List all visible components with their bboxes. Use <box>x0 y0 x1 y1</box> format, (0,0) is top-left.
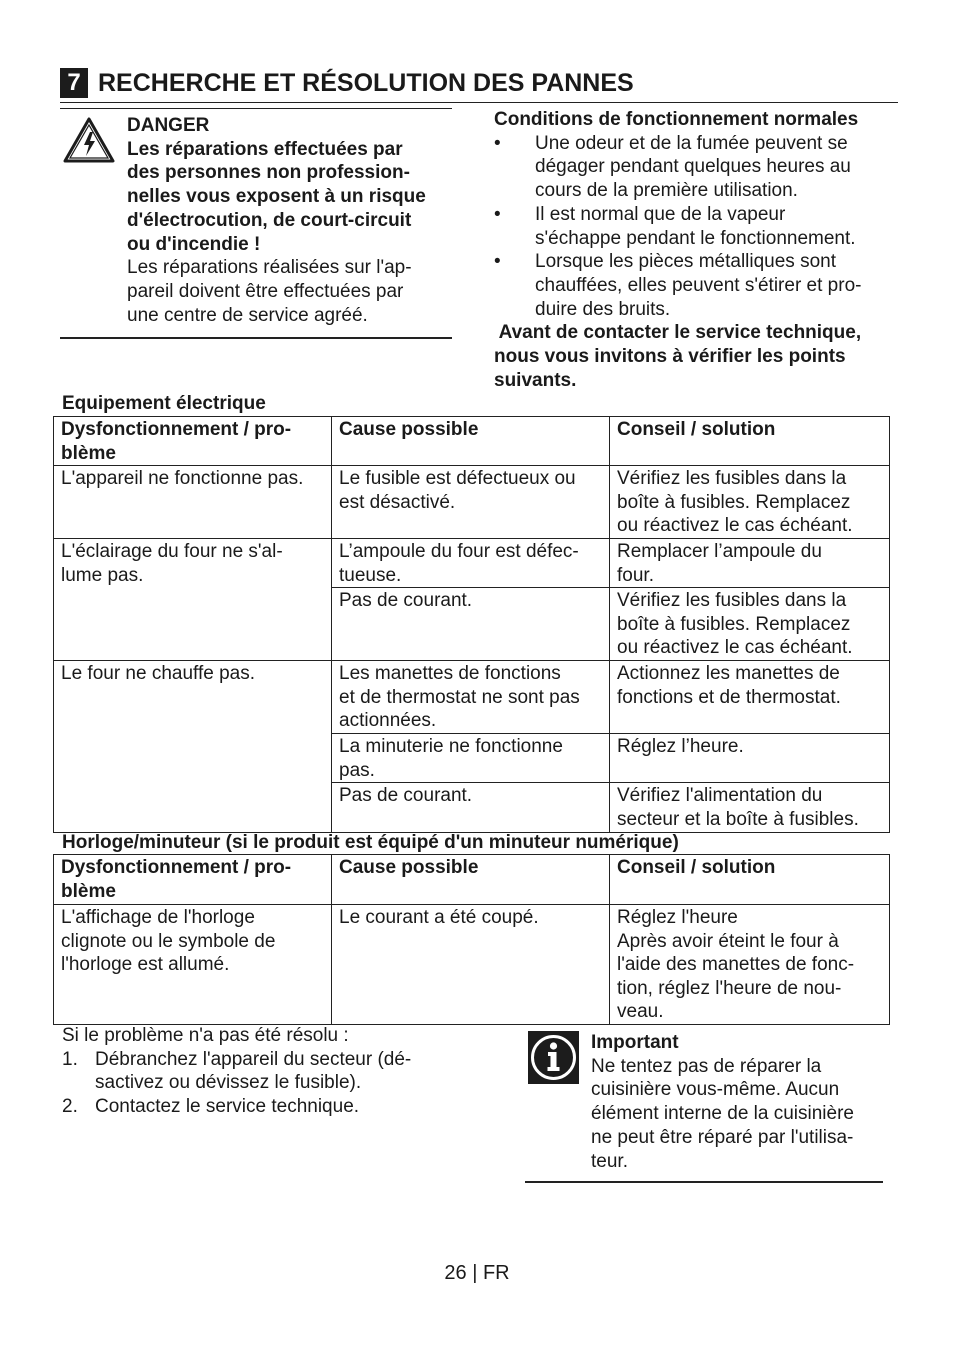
important-line: teur. <box>591 1150 628 1172</box>
list-item <box>62 1048 482 1095</box>
important-line: cuisinière vous-même. Aucun <box>591 1079 840 1101</box>
section-header <box>60 64 898 103</box>
solution-cell <box>610 661 890 734</box>
cause-cell <box>332 539 610 588</box>
table-row <box>54 661 890 734</box>
solution-cell <box>610 466 890 539</box>
header-line: blème <box>61 880 116 902</box>
conditions-line: s'échappe pendant le fonctionnement. <box>535 227 856 249</box>
cell-line: actionnées. <box>339 710 437 731</box>
check-note-line: Avant de contacter le service technique, <box>494 322 862 344</box>
cell-line: l'horloge est allumé. <box>61 954 230 975</box>
cell-line: L’ampoule du four est défec- <box>339 541 579 562</box>
warning-triangle-icon <box>62 116 116 164</box>
cell-line: Réglez l'heure <box>617 907 738 928</box>
header-line: blème <box>61 442 116 464</box>
cell-line: fonctions et de thermostat. <box>617 686 841 708</box>
cell-line: four. <box>617 564 654 586</box>
cell-line: L'affichage de l'horloge <box>61 907 255 928</box>
cell-line: Le courant a été coupé. <box>339 907 539 928</box>
problem-cell <box>54 661 332 833</box>
steps-list <box>62 1048 482 1119</box>
danger-line: une centre de service agréé. <box>127 304 368 326</box>
cell-line: et de thermostat ne sont pas <box>339 686 580 708</box>
cell-line: L'éclairage du four ne s'al- <box>61 541 283 562</box>
header-line: Conseil / solution <box>617 857 776 878</box>
conditions-item <box>494 203 894 250</box>
header-line: Conseil / solution <box>617 419 776 440</box>
cell-line: Le four ne chauffe pas. <box>61 663 256 684</box>
cell-line: ou réactivez le cas échéant. <box>617 637 853 658</box>
cell-line: l'aide des manettes de fonc- <box>617 954 855 975</box>
header-solution <box>610 417 890 466</box>
conditions-title: Conditions de fonctionnement normales <box>494 109 859 130</box>
section-number: 7 <box>60 68 88 98</box>
table-row <box>54 539 890 588</box>
cell-line: Vérifiez les fusibles dans la <box>617 468 847 489</box>
cell-line: Remplacer l’ampoule du <box>617 541 822 562</box>
problem-cell <box>54 466 332 539</box>
check-note-line: nous vous invitons à vérifier les points <box>494 346 846 368</box>
table-header-row <box>54 855 890 905</box>
header-line: Dysfonctionnement / pro- <box>61 419 292 440</box>
cause-cell <box>332 783 610 833</box>
cell-line: Vérifiez les fusibles dans la <box>617 590 847 611</box>
page-number: 26 | FR <box>444 1262 510 1284</box>
conditions-line: chauffées, elles peuvent s'étirer et pro- <box>535 274 862 296</box>
conditions-line: • Lorsque les pièces métalliques sont <box>535 251 837 273</box>
danger-line: Les réparations réalisées sur l'ap- <box>127 257 412 279</box>
cell-line: La minuterie ne fonctionne <box>339 736 563 757</box>
header-problem <box>54 855 332 905</box>
info-icon <box>528 1031 579 1084</box>
conditions-line: • Il est normal que de la vapeur <box>535 203 786 225</box>
cause-cell <box>332 661 610 734</box>
conditions-item <box>494 250 894 321</box>
unresolved-steps <box>62 1024 482 1119</box>
header-line: Cause possible <box>339 857 479 878</box>
header-solution <box>610 855 890 905</box>
solution-cell <box>610 539 890 588</box>
danger-bold-line: nelles vous exposent à un risque <box>127 186 426 208</box>
cell-line: Pas de courant. <box>339 785 473 806</box>
cell-line: Pas de courant. <box>339 590 473 611</box>
electrical-table-title: Equipement électrique <box>62 393 266 414</box>
header-cause <box>332 417 610 466</box>
unresolved-intro: Si le problème n'a pas été résolu : <box>62 1025 349 1046</box>
important-line: Ne tentez pas de réparer la <box>591 1055 822 1077</box>
cell-line: Après avoir éteint le four à <box>617 930 839 952</box>
cell-line: boîte à fusibles. Remplacez <box>617 613 851 635</box>
clock-table <box>53 854 890 1025</box>
solution-cell <box>610 734 890 783</box>
danger-text <box>127 114 455 327</box>
cell-line: L'appareil ne fonctionne pas. <box>61 468 304 489</box>
step-line: Débranchez l'appareil du secteur (dé- <box>95 1048 412 1070</box>
cell-line: pas. <box>339 759 375 781</box>
conditions-item <box>494 132 894 203</box>
cell-line: veau. <box>617 1001 664 1022</box>
danger-line: pareil doivent être effectuées par <box>127 280 404 302</box>
header-line: Cause possible <box>339 419 479 440</box>
cell-line: tion, réglez l'heure de nou- <box>617 977 842 999</box>
header-problem <box>54 417 332 466</box>
important-line: ne peut être réparé par l'utilisa- <box>591 1126 854 1148</box>
cell-line: ou réactivez le cas échéant. <box>617 515 853 536</box>
cell-line: Réglez l’heure. <box>617 736 744 757</box>
important-text <box>591 1031 891 1173</box>
conditions-line: • Une odeur et de la fumée peuvent se <box>535 132 848 154</box>
solution-cell <box>610 588 890 661</box>
danger-bold-line: d'électrocution, de court-circuit <box>127 209 412 231</box>
important-line: élément interne de la cuisinière <box>591 1103 854 1125</box>
conditions-list <box>494 132 894 322</box>
cell-line: tueuse. <box>339 564 402 586</box>
cause-cell <box>332 588 610 661</box>
electrical-table <box>53 416 890 833</box>
conditions-line: cours de la première utilisation. <box>535 180 798 202</box>
step-line: Contactez le service technique. <box>95 1096 360 1118</box>
cell-line: clignote ou le symbole de <box>61 930 276 952</box>
danger-bold-line: ou d'incendie ! <box>127 233 261 255</box>
conditions-line: dégager pendant quelques heures au <box>535 156 851 178</box>
danger-heading: DANGER <box>127 115 210 136</box>
solution-cell <box>610 783 890 833</box>
table-header-row <box>54 417 890 466</box>
normal-conditions <box>494 108 894 392</box>
problem-cell <box>54 905 332 1025</box>
cell-line: est désactivé. <box>339 491 456 513</box>
cell-line: Actionnez les manettes de <box>617 663 840 684</box>
danger-bold-line: des personnes non profession- <box>127 162 410 184</box>
cause-cell <box>332 466 610 539</box>
header-cause <box>332 855 610 905</box>
cell-line: Le fusible est défectueux ou <box>339 468 576 489</box>
list-item <box>62 1095 482 1119</box>
cell-line: Vérifiez l'alimentation du <box>617 785 823 806</box>
step-number: 1. <box>62 1048 78 1070</box>
solution-cell <box>610 905 890 1025</box>
table-row <box>54 905 890 1025</box>
table-row <box>54 466 890 539</box>
step-number: 2. <box>62 1096 78 1118</box>
section-title: RECHERCHE ET RÉSOLUTION DES PANNES <box>98 68 634 97</box>
danger-bold-line: Les réparations effectuées par <box>127 138 403 160</box>
cell-line: boîte à fusibles. Remplacez <box>617 491 851 513</box>
cell-line: Les manettes de fonctions <box>339 663 561 684</box>
cause-cell <box>332 734 610 783</box>
cell-line: secteur et la boîte à fusibles. <box>617 808 859 830</box>
check-note-line: suivants. <box>494 369 577 391</box>
cause-cell <box>332 905 610 1025</box>
problem-cell <box>54 539 332 661</box>
clock-table-title: Horloge/minuteur (si le produit est équipé d'un minuteur numérique) <box>62 832 679 853</box>
step-line: sactivez ou dévissez le fusible). <box>95 1072 362 1094</box>
header-line: Dysfonctionnement / pro- <box>61 857 292 878</box>
cell-line: lume pas. <box>61 564 144 586</box>
important-heading: Important <box>591 1032 679 1053</box>
conditions-line: duire des bruits. <box>535 298 671 320</box>
